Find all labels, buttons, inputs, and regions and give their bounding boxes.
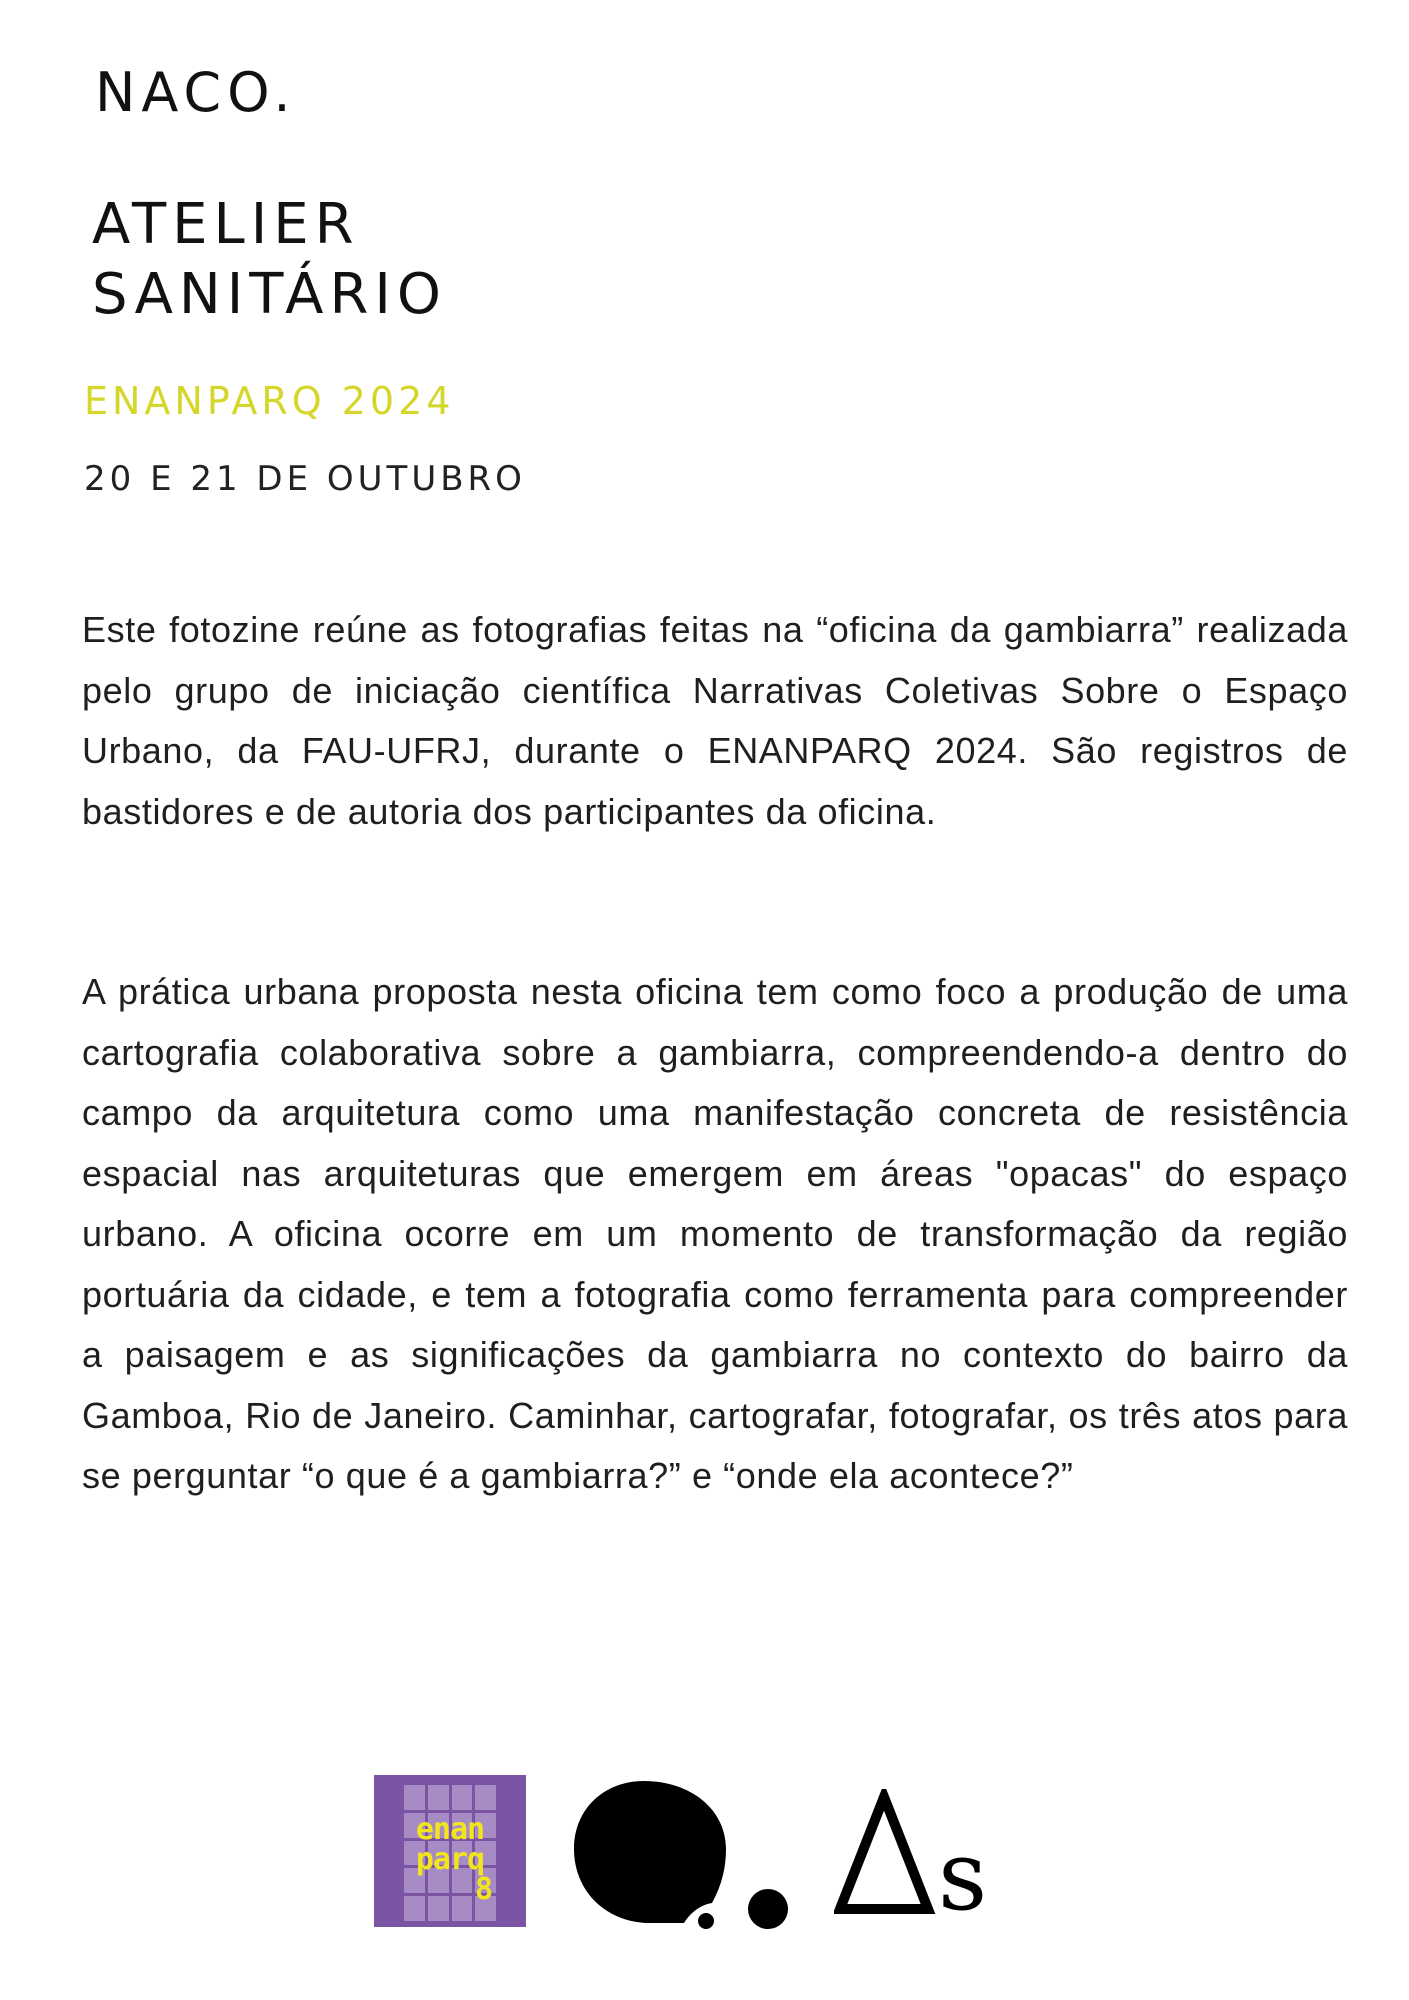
enanparq-logo — [374, 1775, 526, 1927]
delta-s-letter: s — [938, 1820, 988, 1921]
title-line-1: ATELIER — [92, 192, 360, 257]
enanparq-logo-text: enan parq 8 — [415, 1812, 492, 1907]
intro-paragraph: Este fotozine reúne as fotografias feitas na “oficina da gambiarra” realizada pelo grupo de iniciação científica Narrativas Coletivas Sobre o Espaço Urbano, da FAU-UFRJ, durante o ENANPARQ 2024. São registros de bastidores e de autoria dos participantes da oficina. — [82, 609, 1348, 832]
event-name: ENANPARQ 2024 — [84, 379, 455, 423]
delta-s-logo — [834, 1789, 1034, 1921]
brand-name: NACO. — [95, 61, 297, 124]
page-title — [92, 190, 447, 330]
q-dot-logo — [566, 1775, 806, 1931]
event-date: 20 E 21 DE OUTUBRO — [84, 459, 526, 499]
description-paragraph: A prática urbana proposta nesta oficina tem como foco a produção de uma cartografia colaborativa sobre a gambiarra, compreendendo-a dentro do campo da arquitetura como uma manifestação concreta de resistência espacial nas arquiteturas que emergem em áreas "opacas" do espaço urbano. A oficina ocorre em um momento de transformação da região portuária da cidade, e tem a fotografia como ferramenta para compreender a paisagem e as significações da gambiarra no contexto do bairro da Gamboa, Rio de Janeiro. Caminhar, cartografar, fotografar, os três atos para se perguntar “o que é a gambiarra?” e “onde ela acontece?” — [82, 971, 1348, 1496]
title-line-2: SANITÁRIO — [92, 262, 447, 327]
